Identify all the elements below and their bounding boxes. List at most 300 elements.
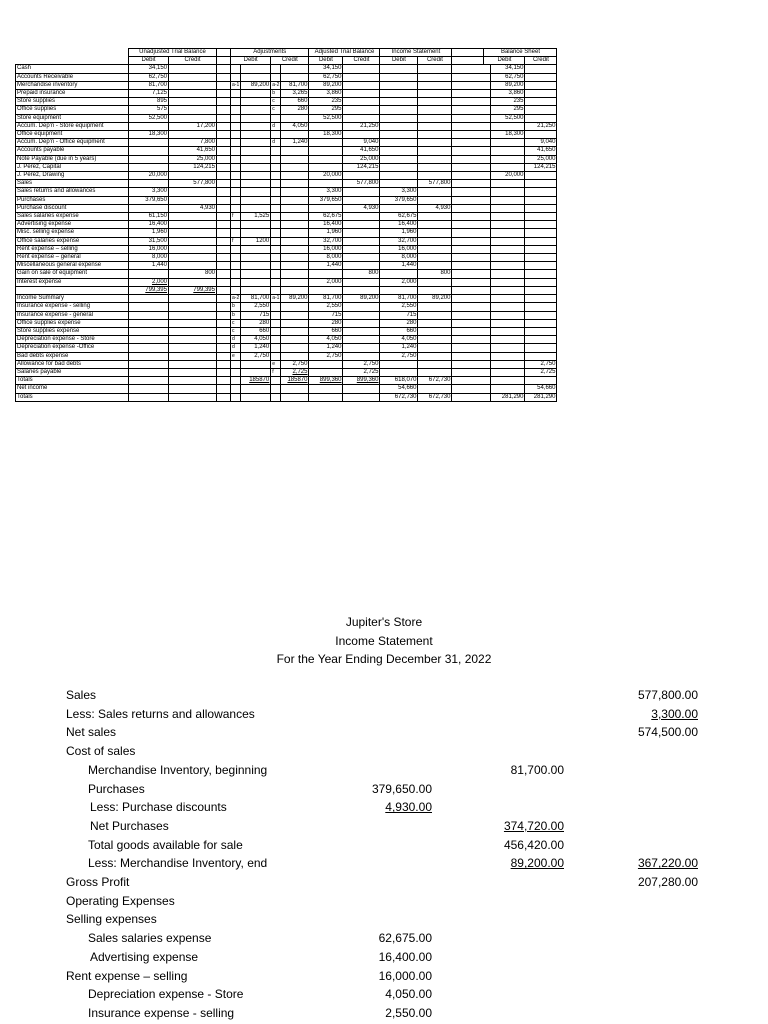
statement-title: Income Statement <box>335 633 433 648</box>
worksheet-row <box>16 114 557 122</box>
atb-debit <box>309 180 343 188</box>
gap <box>452 303 491 311</box>
worksheet-row <box>16 254 557 262</box>
bs-credit <box>525 311 557 319</box>
atb-debit: 89,200 <box>309 81 343 89</box>
adj-ref-credit <box>271 229 281 237</box>
account-name: Advertising expense <box>16 221 129 229</box>
gap <box>217 106 231 114</box>
utb-debit: 20,000 <box>129 172 169 180</box>
is-credit <box>418 385 452 393</box>
utb-credit <box>169 114 217 122</box>
worksheet-row <box>16 180 557 188</box>
adj-ref-debit <box>231 155 241 163</box>
statement-line <box>0 817 768 836</box>
atb-debit <box>309 385 343 393</box>
account-name: Purchases <box>16 196 129 204</box>
gap <box>452 245 491 253</box>
account-name: Accounts Receivable <box>16 73 129 81</box>
account-name: Rent expense – general <box>16 254 129 262</box>
adj-debit <box>241 65 271 73</box>
statement-line <box>0 1004 768 1023</box>
adj-debit <box>241 245 271 253</box>
atb-debit: 1,240 <box>309 344 343 352</box>
atb-credit <box>343 106 380 114</box>
bs-credit <box>525 73 557 81</box>
bs-debit <box>491 196 525 204</box>
account-name: Accum. Dep'n - Office equipment <box>16 139 129 147</box>
gap <box>452 73 491 81</box>
adj-ref-credit <box>271 131 281 139</box>
atb-debit: 8,000 <box>309 254 343 262</box>
utb-debit <box>129 303 169 311</box>
adj-credit <box>281 180 309 188</box>
adj-ref-debit <box>231 90 241 98</box>
utb-credit <box>169 73 217 81</box>
atb-credit <box>343 393 380 401</box>
line-label: Selling expenses <box>66 912 157 927</box>
line-amount-c3: 207,280.00 <box>637 875 698 889</box>
adj-debit <box>241 286 271 294</box>
bs-debit: 89,200 <box>491 81 525 89</box>
atb-debit: 280 <box>309 319 343 327</box>
atb-debit: 2,000 <box>309 278 343 286</box>
utb-debit: 52,500 <box>129 114 169 122</box>
bs-credit <box>525 327 557 335</box>
utb-debit: 16,000 <box>129 245 169 253</box>
is-credit <box>418 344 452 352</box>
atb-credit <box>343 229 380 237</box>
is-credit <box>418 262 452 270</box>
account-name: Sales returns and allowances <box>16 188 129 196</box>
bs-debit <box>491 385 525 393</box>
adj-ref-debit: a-1 <box>232 81 240 88</box>
gap <box>217 393 231 401</box>
adj-ref-credit: c <box>271 98 281 106</box>
gap <box>217 98 231 106</box>
gap <box>217 303 231 311</box>
utb-credit <box>169 368 217 376</box>
statement-line <box>0 761 768 780</box>
adj-ref-debit <box>231 204 241 212</box>
is-credit <box>418 131 452 139</box>
group-header: Adjusted Trial Balance <box>309 49 380 57</box>
bs-debit: 20,000 <box>491 172 525 180</box>
atb-debit <box>309 122 343 130</box>
account-name: Net income <box>16 385 129 393</box>
is-debit <box>380 270 418 278</box>
bs-debit: 281,290 <box>491 393 525 401</box>
debit-header: Debit <box>380 57 418 65</box>
adj-ref-credit: f <box>271 368 281 376</box>
adj-credit <box>281 221 309 229</box>
utb-debit <box>129 147 169 155</box>
gap <box>217 270 231 278</box>
atb-debit <box>309 147 343 155</box>
gap <box>217 139 231 147</box>
adj-debit <box>241 98 271 106</box>
adj-credit <box>281 204 309 212</box>
is-debit: 4,050 <box>380 336 418 344</box>
bs-debit <box>491 295 525 303</box>
utb-debit <box>129 163 169 171</box>
adj-credit: 660 <box>281 98 309 106</box>
adj-debit: 660 <box>241 327 271 335</box>
debit-header: Debit <box>231 57 271 65</box>
adj-ref-debit <box>231 172 241 180</box>
gap <box>452 393 491 401</box>
header-spacer <box>217 57 231 65</box>
bs-debit: 235 <box>491 98 525 106</box>
adj-debit <box>241 360 271 368</box>
bs-credit <box>525 204 557 212</box>
adj-ref-debit <box>231 188 241 196</box>
gap <box>217 237 231 245</box>
utb-debit: 61,150 <box>129 213 169 221</box>
utb-credit <box>169 90 217 98</box>
line-amount-c2: 456,420.00 <box>503 837 564 852</box>
gap <box>452 188 491 196</box>
utb-credit <box>169 327 217 335</box>
gap <box>452 122 491 130</box>
adj-ref-credit <box>271 180 281 188</box>
worksheet-row <box>16 204 557 212</box>
utb-credit <box>169 393 217 401</box>
gap <box>217 278 231 286</box>
atb-credit <box>343 114 380 122</box>
line-label: Less: Sales returns and allowances <box>66 706 255 721</box>
gap <box>217 122 231 130</box>
adj-debit <box>241 278 271 286</box>
account-name: Rent expense – selling <box>16 245 129 253</box>
gap <box>217 229 231 237</box>
line-amount-c2: 81,700.00 <box>510 762 564 777</box>
worksheet-row <box>16 196 557 204</box>
is-debit <box>380 122 418 130</box>
is-credit <box>418 352 452 360</box>
bs-debit <box>491 278 525 286</box>
adj-credit: 4,050 <box>281 122 309 130</box>
bs-credit: 2,750 <box>525 360 557 368</box>
atb-credit <box>343 385 380 393</box>
bs-debit <box>491 245 525 253</box>
bs-debit <box>491 368 525 376</box>
adj-ref-credit <box>271 221 281 229</box>
worksheet-row <box>16 106 557 114</box>
group-header: Balance Sheet <box>484 49 557 57</box>
atb-debit <box>309 204 343 212</box>
line-amount-c1: 4,050.00 <box>385 987 432 1002</box>
atb-credit <box>343 352 380 360</box>
adj-ref-debit: d <box>231 336 241 344</box>
bs-debit <box>491 262 525 270</box>
account-name: Store supplies expense <box>16 327 129 335</box>
atb-debit <box>309 368 343 376</box>
adj-ref-debit <box>231 221 241 229</box>
utb-debit <box>129 344 169 352</box>
gap <box>452 327 491 335</box>
line-amount-c1: 2,550.00 <box>385 1005 432 1020</box>
is-debit <box>380 360 418 368</box>
gap <box>217 344 231 352</box>
bs-debit <box>491 319 525 327</box>
bs-credit <box>525 65 557 73</box>
is-debit: 1,240 <box>380 344 418 352</box>
bs-credit <box>525 180 557 188</box>
utb-debit: 34,150 <box>129 65 169 73</box>
is-debit <box>380 73 418 81</box>
bs-credit: 9,040 <box>525 139 557 147</box>
is-debit: 1,440 <box>380 262 418 270</box>
adj-ref-debit <box>231 73 241 81</box>
bs-debit <box>491 163 525 171</box>
worksheet-sub-header-row <box>16 57 557 65</box>
gap <box>217 155 231 163</box>
utb-debit: 2,000 <box>129 278 169 286</box>
adj-ref-debit <box>231 377 241 385</box>
atb-credit: 124,215 <box>343 163 380 171</box>
adj-credit <box>281 131 309 139</box>
is-debit: 16,400 <box>380 221 418 229</box>
is-debit <box>380 114 418 122</box>
adj-ref-debit <box>231 147 241 155</box>
adj-ref-debit <box>231 393 241 401</box>
bs-credit <box>525 188 557 196</box>
atb-credit <box>343 196 380 204</box>
worksheet-row <box>16 221 557 229</box>
account-name: Prepaid insurance <box>16 90 129 98</box>
account-name: J. Perez, Capital <box>16 163 129 171</box>
adj-debit: 1,240 <box>241 344 271 352</box>
atb-credit: 2,725 <box>343 368 380 376</box>
gap <box>217 319 231 327</box>
is-credit <box>418 90 452 98</box>
account-name: Note Payable (due in 5 years) <box>16 155 129 163</box>
bs-debit <box>491 311 525 319</box>
header-blank <box>16 57 129 65</box>
atb-debit <box>309 360 343 368</box>
group-header: Income Statement <box>380 49 452 57</box>
bs-credit <box>525 245 557 253</box>
account-name: Sales salaries expense <box>16 213 129 221</box>
utb-credit <box>169 262 217 270</box>
worksheet-row <box>16 344 557 352</box>
adj-ref-credit: d <box>271 139 281 147</box>
adj-ref-credit <box>271 262 281 270</box>
gap <box>217 295 231 303</box>
adj-credit <box>281 336 309 344</box>
adj-credit <box>281 393 309 401</box>
utb-debit: 7,125 <box>129 90 169 98</box>
utb-credit <box>169 295 217 303</box>
is-debit: 8,000 <box>380 254 418 262</box>
bs-debit <box>491 213 525 221</box>
utb-debit <box>129 385 169 393</box>
atb-debit <box>309 286 343 294</box>
utb-credit <box>169 344 217 352</box>
gap <box>452 204 491 212</box>
atb-credit: 9,040 <box>343 139 380 147</box>
gap <box>452 172 491 180</box>
adj-credit <box>281 319 309 327</box>
is-debit <box>380 106 418 114</box>
adj-credit <box>281 311 309 319</box>
is-credit: 672,730 <box>418 377 452 385</box>
worksheet-row <box>16 336 557 344</box>
bs-debit <box>491 147 525 155</box>
atb-debit: 295 <box>309 106 343 114</box>
is-credit <box>418 319 452 327</box>
bs-debit <box>491 303 525 311</box>
gap <box>452 180 491 188</box>
worksheet-row <box>16 270 557 278</box>
worksheet-row <box>16 229 557 237</box>
gap <box>452 385 491 393</box>
adj-debit: 4,050 <box>241 336 271 344</box>
utb-credit <box>169 172 217 180</box>
is-credit <box>418 303 452 311</box>
gap <box>452 377 491 385</box>
atb-credit <box>343 303 380 311</box>
gap <box>217 163 231 171</box>
gap <box>217 114 231 122</box>
is-debit: 660 <box>380 327 418 335</box>
bs-debit <box>491 139 525 147</box>
worksheet-row <box>16 98 557 106</box>
line-label: Purchases <box>88 781 145 796</box>
gap <box>452 131 491 139</box>
worksheet-row <box>16 377 557 385</box>
adj-credit <box>281 327 309 335</box>
adj-debit: 2,550 <box>241 303 271 311</box>
adj-ref-debit <box>231 254 241 262</box>
line-label: Net sales <box>66 725 117 740</box>
is-credit <box>418 278 452 286</box>
credit-header: Credit <box>271 57 309 65</box>
is-debit: 32,700 <box>380 237 418 245</box>
line-amount-c2: 89,200.00 <box>510 856 564 871</box>
gap <box>452 319 491 327</box>
atb-debit: 18,300 <box>309 131 343 139</box>
utb-credit <box>169 221 217 229</box>
atb-credit <box>343 254 380 262</box>
utb-credit <box>169 311 217 319</box>
gap <box>452 270 491 278</box>
gap <box>452 311 491 319</box>
adj-ref-debit <box>231 114 241 122</box>
gap <box>217 311 231 319</box>
adj-ref-credit: d <box>271 122 281 130</box>
bs-credit <box>525 352 557 360</box>
utb-credit <box>169 106 217 114</box>
adj-debit: 1200 <box>241 237 271 245</box>
is-debit <box>380 368 418 376</box>
worksheet-row <box>16 188 557 196</box>
adj-debit: 185870 <box>241 377 271 385</box>
is-debit <box>380 180 418 188</box>
account-name: Depreciation expense -Office <box>16 344 129 352</box>
gap <box>217 188 231 196</box>
bs-debit <box>491 327 525 335</box>
account-name: Totals <box>16 377 129 385</box>
is-credit: 4,930 <box>418 204 452 212</box>
utb-credit: 25,000 <box>169 155 217 163</box>
account-name: Bad debts expense <box>16 352 129 360</box>
bs-debit: 52,500 <box>491 114 525 122</box>
worksheet-row <box>16 368 557 376</box>
line-label: Sales salaries expense <box>88 931 212 946</box>
header-spacer <box>452 57 484 65</box>
atb-debit: 3,860 <box>309 90 343 98</box>
gap <box>452 65 491 73</box>
account-name: Accounts payable <box>16 147 129 155</box>
adj-debit <box>241 114 271 122</box>
gap <box>217 352 231 360</box>
statement-line <box>0 780 768 799</box>
bs-debit: 3,860 <box>491 90 525 98</box>
utb-debit: 16,400 <box>129 221 169 229</box>
atb-debit: 34,150 <box>309 65 343 73</box>
gap <box>217 73 231 81</box>
line-amount-c2: 374,720.00 <box>503 818 564 833</box>
line-label: Sales <box>66 688 97 702</box>
utb-credit: 799,395 <box>169 286 217 294</box>
utb-credit <box>169 254 217 262</box>
line-label: Operating Expenses <box>66 893 175 908</box>
credit-header: Credit <box>525 57 557 65</box>
adj-ref-debit: b <box>231 303 241 311</box>
utb-credit <box>169 319 217 327</box>
bs-credit <box>525 303 557 311</box>
utb-debit <box>129 336 169 344</box>
utb-credit <box>169 237 217 245</box>
line-amount-c1: 4,930.00 <box>385 800 432 815</box>
debit-header: Debit <box>309 57 343 65</box>
is-credit <box>418 229 452 237</box>
atb-credit: 41,650 <box>343 147 380 155</box>
worksheet-row <box>16 278 557 286</box>
line-label: Merchandise Inventory, beginning <box>88 762 268 777</box>
worksheet-row <box>16 262 557 270</box>
utb-credit <box>169 278 217 286</box>
utb-debit: 31,500 <box>129 237 169 245</box>
line-amount-c3: 3,300.00 <box>651 706 698 721</box>
atb-debit: 235 <box>309 98 343 106</box>
utb-debit <box>129 204 169 212</box>
utb-debit: 18,300 <box>129 131 169 139</box>
adj-credit <box>281 262 309 270</box>
atb-credit <box>343 262 380 270</box>
is-credit: 672,730 <box>418 393 452 401</box>
utb-debit: 1,440 <box>129 262 169 270</box>
adj-debit <box>241 155 271 163</box>
is-credit <box>418 221 452 229</box>
adj-ref-credit <box>271 393 281 401</box>
bs-credit <box>525 286 557 294</box>
adj-credit <box>281 344 309 352</box>
atb-debit: 1,960 <box>309 229 343 237</box>
worksheet-row <box>16 139 557 147</box>
gap <box>452 229 491 237</box>
is-debit: 54,660 <box>380 385 418 393</box>
is-debit: 1,960 <box>380 229 418 237</box>
atb-debit: 32,700 <box>309 237 343 245</box>
worksheet-row <box>16 295 557 303</box>
bs-credit <box>525 254 557 262</box>
adj-ref-credit <box>271 172 281 180</box>
adj-ref-credit <box>271 336 281 344</box>
adj-ref-debit <box>231 98 241 106</box>
